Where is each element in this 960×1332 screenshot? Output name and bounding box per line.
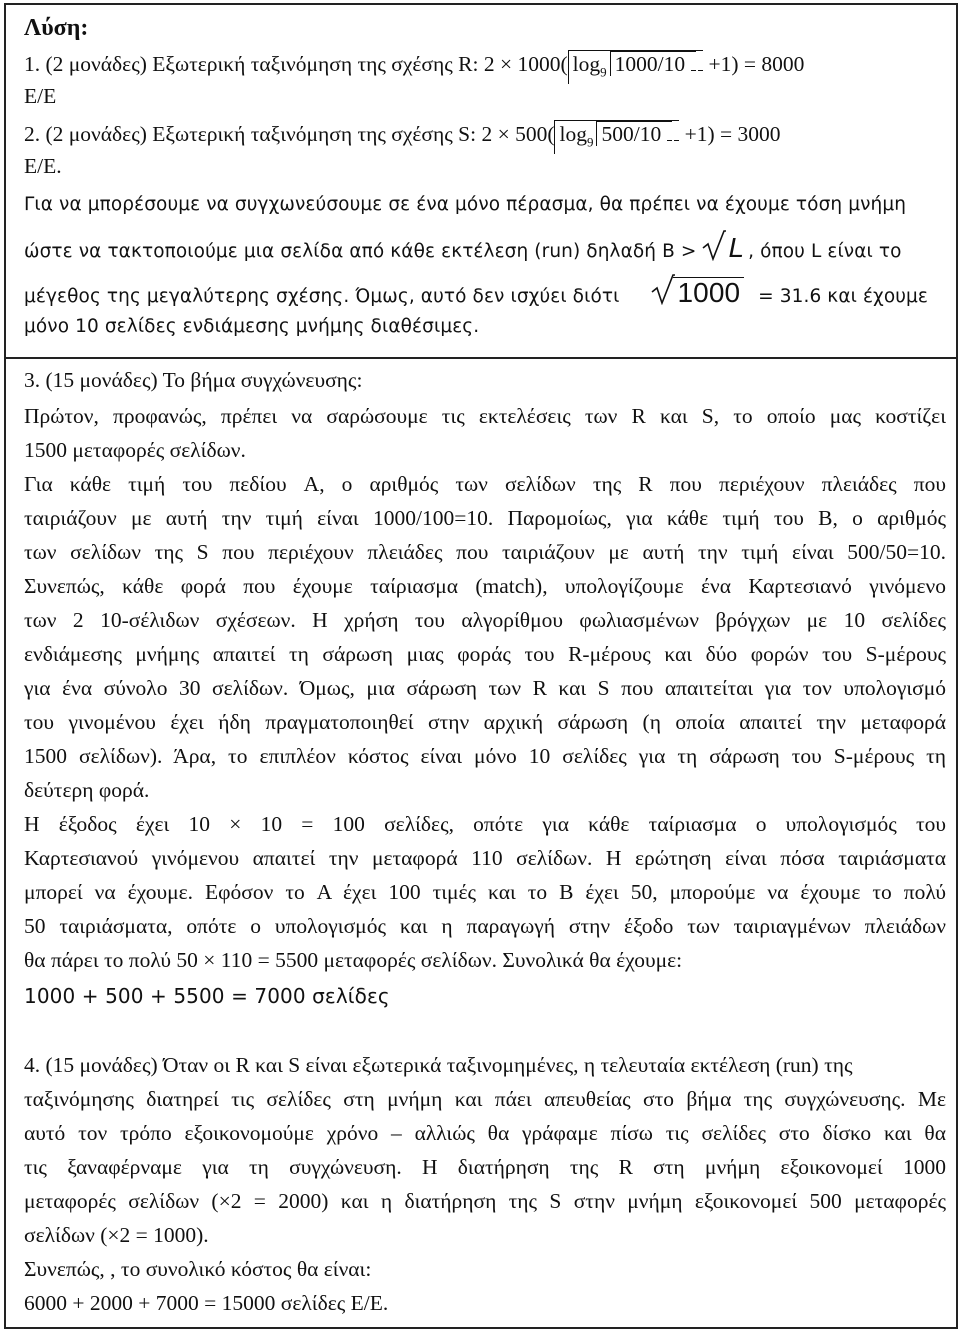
text-line: Πρώτον, προφανώς, πρέπει να σαρώσουμε τις εκτελέσεις των R και S, το οποίο μας κοστίζει [24,404,946,428]
text-line: Η έξοδος έχει 10 × 10 = 100 σελίδες, οπότε για κάθε ταίριασμα ο υπολογισμός του [24,812,946,836]
log-argument-2: 500/10 [601,122,662,146]
text-line: μεταφορές σελίδων (×2 = 2000) και η διατήρηση της S στην μνήμη εξοικονομεί 500 μεταφορές [24,1189,946,1213]
ceil-inner [610,51,696,76]
text-line: του γινομένου έχει ήδη πραγματοποιηθεί στην αρχική σάρωση (η οποία απαιτεί την μεταφορά [24,710,946,734]
log-label: log [572,52,601,76]
line-r-sort-cost [24,49,946,84]
solution-title: Λύση: [24,15,89,41]
final-total: 6000 + 2000 + 7000 = 15000 σελίδες Ε/Ε. [24,1291,389,1315]
text-line: αυτό τον τρόπο εξοικονομούμε χρόνο – αλλιώς θα γράφαμε πίσω τις σελίδες στο δίσκο και θα [24,1121,946,1145]
log-label-2: log [559,122,587,146]
text-line: Για κάθε τιμή του πεδίου A, ο αριθμός των σελίδων της R που περιέχουν πλειάδες που [24,472,946,496]
sqrt-sign-icon [702,229,726,261]
line-s-unit: Ε/Ε. [24,154,62,178]
sqrt-sign-icon [651,273,675,305]
text-line: ενδιάμεσης μνήμης απαιτεί τη σάρωση μιας φοράς του R-μέρους και δύο φορών του S-μέρους [24,642,946,666]
log-base-2: 9 [586,134,594,150]
step3-total: 1000 + 500 + 5500 = 7000 σελίδες [24,984,390,1008]
text-line: ταξινόμησης διατηρεί τις σελίδες στη μνήμη και πάει απευθείας στο βήμα της συγχώνευσης. Με [24,1087,946,1111]
text-line: των 2 10-σέλιδων σχέσεων. Η χρήση του αλγορίθμου φωλιασμένων βρόγχων με 10 σελίδες [24,608,946,632]
text-line: 50 ταιριάσματα, οπότε ο υπολογισμός και η παραγωγή στην έξοδο των ταιριαγμένων πλειάδων [24,914,946,938]
solution-part2-box [4,357,958,1329]
text-line: μπορεί να έχουμε. Εφόσον το A έχει 100 τιμές και το B έχει 50, μπορούμε να έχουμε το πολύ [24,880,946,904]
text-line: 1500 σελίδων). Άρα, το επιπλέον κόστος είναι μόνο 10 σελίδες για τη σάρωση του S-μέρους τη [24,744,946,768]
r-sort-text: 1. (2 μονάδες) Εξωτερική ταξινόμηση της σχέσης R: 2 × 1000( [24,52,568,76]
ceil-inner-close-2 [667,140,672,141]
text-line: ταιριάζουν με αυτή την τιμή είναι 1000/100=10. Παρομοίως, για κάθε τιμή του B, ο αριθμός [24,506,946,530]
solution-part1-box [4,3,958,359]
ceil-outer-close [698,70,703,71]
text-line: Συνεπώς, , το συνολικό κόστος θα είναι: [24,1257,372,1281]
para-merge-line1: Για να μπορέσουμε να συγχωνεύσουμε σε ένα μόνο πέρασμα, θα πρέπει να έχουμε τόση μνήμη [24,194,907,215]
text-line: θα πάρει το πολύ 50 × 110 = 5500 μεταφορές σελίδων. Συνολικά θα έχουμε: [24,948,683,972]
step4-heading: 4. (15 μονάδες) Όταν οι R και S είναι εξωτερικά ταξινομημένες, η τελευταία εκτέλεση (run) της [24,1053,853,1077]
para-merge-line4: μόνο 10 σελίδες ενδιάμεσης μνήμης διαθέσιμες. [24,316,480,337]
sqrt-1000 [651,277,744,312]
text-line: Συνεπώς, κάθε φορά που έχουμε ταίριασμα (match), υπολογίζουμε ένα Καρτεσιανό γινόμενο [24,574,946,598]
text-line: τις ξαναφέρναμε για τη συγχώνευση. Η διατήρηση της R στη μνήμη εξοικονομεί 1000 [24,1155,946,1179]
ceil-outer-2 [554,120,679,154]
text-line: δεύτερη φορά. [24,778,150,802]
log-base: 9 [600,64,607,80]
para-merge-line2 [24,233,946,267]
merge-condition-text: μέγεθος της μεγαλύτερης σχέσης. Όμως, αυτό δεν ισχύει διότι [24,286,620,307]
line-s-sort-cost [24,119,946,154]
sqrt-result: = 31.6 και έχουμε [758,286,929,307]
ceil-inner-2 [596,121,672,146]
r-sort-result: +1) = 8000 [708,52,805,76]
merge-text: ώστε να τακτοποιούμε μια σελίδα από κάθε εκτέλεση (run) δηλαδή B > [24,241,697,262]
text-line: σελίδων (×2 = 1000). [24,1223,209,1247]
sqrt-L [702,233,748,267]
line-r-unit: Ε/Ε [24,84,57,108]
ceil-outer-close-2 [674,140,679,141]
text-line: 1500 μεταφορές σελίδων. [24,438,246,462]
step3-heading: 3. (15 μονάδες) Το βήμα συγχώνευσης: [24,368,363,392]
para-merge-line3 [24,277,946,312]
ceil-outer [568,50,703,84]
text-line: Καρτεσιανού γινόμενου απαιτεί την μεταφορά 110 σελίδων. Η ερώτηση είναι πόσα ταιριάσματα [24,846,946,870]
text-line: των σελίδων της S που περιέχουν πλειάδες που ταιριάζουν με αυτή την τιμή είναι 500/50=10. [24,540,946,564]
log-argument: 1000/10 [614,52,686,76]
sqrt-radicand-1000: 1000 [673,277,744,308]
sqrt-radicand-L: L [728,232,745,263]
s-sort-text: 2. (2 μονάδες) Εξωτερική ταξινόμηση της σχέσης S: 2 × 500( [24,122,555,146]
merge-text-tail: , όπου L είναι το [748,241,902,262]
text-line: για ένα σύνολο 30 σελίδων. Όμως, μια σάρωση των R και S που απαιτείται για τον υπολογισμό [24,676,946,700]
s-sort-result: +1) = 3000 [684,122,781,146]
ceil-inner-close [691,70,696,71]
